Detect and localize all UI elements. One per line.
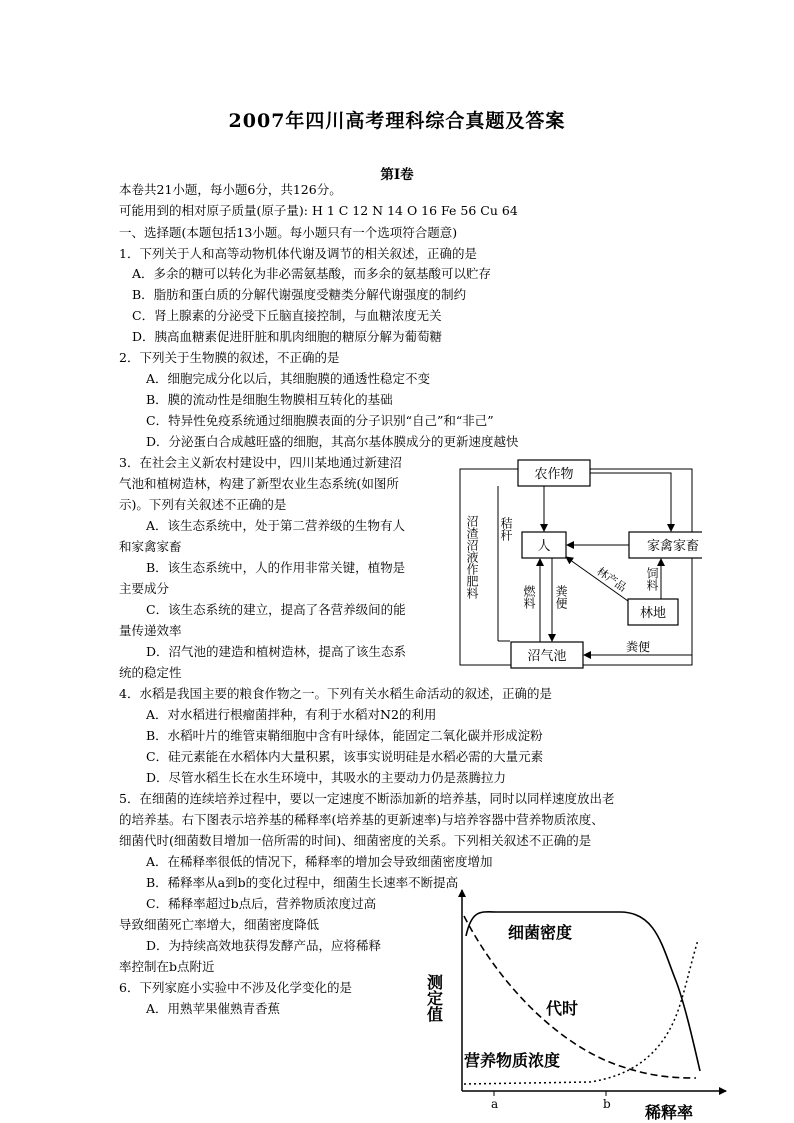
label-nutrient-concentration: 营养物质浓度 (464, 1051, 561, 1070)
q5-option-d: D．为持续高效地获得发酵产品，应将稀释 (146, 938, 382, 953)
q3-stem-2: 气池和植树造林，构建了新型农业生态系统(如图所 (119, 476, 399, 491)
q5-stem-1: 5．在细菌的连续培养过程中，要以一定速度不断添加新的培养基，同时以同样速度放出老 (119, 791, 615, 806)
q2-option-d: D．分泌蛋白合成越旺盛的细胞，其高尔基体膜成分的更新速度越快 (146, 434, 519, 449)
q4-option-a: A．对水稻进行根瘤菌拌种，有利于水稻对N2的利用 (146, 707, 437, 722)
q5-option-b: B．稀释率从a到b的变化过程中，细菌生长速率不断提高 (146, 875, 459, 890)
intro-line-3: 一、选择题(本题包括13小题。每小题只有一个选项符合题意) (119, 225, 458, 240)
q4-stem: 4．水稻是我国主要的粮食作物之一。下列有关水稻生命活动的叙述，正确的是 (119, 686, 552, 701)
q4-option-d: D．尽管水稻生长在水生环境中，其吸水的主要动力仍是蒸腾拉力 (146, 770, 507, 785)
q3-option-b: B．该生态系统中，人的作用非常关键，植物是 (146, 560, 406, 575)
q1-option-d: D．胰高血糖素促进肝脏和肌肉细胞的糖原分解为葡萄糖 (132, 329, 443, 344)
node-crops-label: 农作物 (534, 467, 574, 482)
q5-option-d-cont: 率控制在b点附近 (119, 959, 215, 974)
page-title: 2007年四川高考理科综合真题及答案 (228, 110, 566, 132)
q3-option-c-cont: 量传递效率 (119, 623, 182, 638)
label-forest-products: 林产品 (594, 564, 629, 595)
q4-option-b: B．水稻叶片的维管束鞘细胞中含有叶绿体，能固定二氧化碳并形成淀粉 (146, 728, 543, 743)
node-human-label: 人 (537, 539, 551, 554)
q1-option-a: A．多余的糖可以转化为非必需氨基酸，而多余的氨基酸可以贮存 (132, 266, 492, 281)
q2-option-b: B．膜的流动性是细胞生物膜相互转化的基础 (146, 392, 393, 407)
tick-a: a (491, 1097, 499, 1111)
q3-option-d: D．沼气池的建造和植树造林，提高了该生态系 (146, 644, 407, 659)
node-biogas-label: 沼气池 (527, 649, 567, 664)
label-dung-human: 粪便 (554, 585, 568, 609)
intro-line-1: 本卷共21小题，每小题6分，共126分。 (119, 182, 342, 197)
node-livestock-label: 家禽家畜 (646, 539, 700, 554)
q6-option-a: A．用熟苹果催熟青香蕉 (146, 1001, 281, 1016)
q3-option-d-cont: 统的稳定性 (119, 665, 182, 680)
y-axis-label: 测定值 (424, 974, 444, 1022)
ecosystem-diagram (456, 455, 702, 671)
q3-option-b-cont: 主要成分 (119, 581, 170, 596)
q1-option-b: B．脂肪和蛋白质的分解代谢强度受糖类分解代谢强度的制约 (132, 287, 467, 302)
q3-stem-3: 示)。下列有关叙述不正确的是 (119, 497, 287, 512)
dilution-rate-graph (420, 886, 730, 1122)
q5-option-c-cont: 导致细菌死亡率增大，细菌密度降低 (119, 917, 320, 932)
label-dung-livestock: 粪便 (626, 640, 651, 654)
q3-stem-1: 3．在社会主义新农村建设中，四川某地通过新建沼 (119, 455, 402, 470)
label-bacterial-density: 细菌密度 (508, 923, 573, 942)
q2-option-c: C．特异性免疫系统通过细胞膜表面的分子识别“自己”和“非己” (146, 413, 494, 428)
q5-option-a: A．在稀释率很低的情况下，稀释率的增加会导致细菌密度增加 (146, 854, 493, 869)
q3-option-c: C．该生态系统的建立，提高了各营养级间的能 (146, 602, 406, 617)
label-straw: 秸秆 (499, 517, 513, 541)
q3-option-a: A．该生态系统中，处于第二营养级的生物有人 (146, 518, 406, 533)
label-generation-time: 代时 (546, 999, 579, 1018)
q5-stem-3: 细菌代时(细菌数目增加一倍所需的时间)、细菌密度的关系。下列相关叙述不正确的是 (119, 833, 592, 848)
q2-stem: 2．下列关于生物膜的叙述，不正确的是 (119, 350, 340, 365)
q3-option-a-cont: 和家禽家畜 (119, 539, 182, 554)
node-forest-label: 林地 (639, 606, 667, 621)
label-fuel: 燃料 (522, 585, 536, 609)
q5-option-c: C．稀释率超过b点后，营养物质浓度过高 (146, 896, 377, 911)
curve-bacterial-density (466, 912, 700, 1071)
intro-line-2: 可能用到的相对原子质量(原子量): H 1 C 12 N 14 O 16 Fe 56 Cu 64 (119, 203, 518, 218)
section-heading: 第Ⅰ卷 (380, 167, 414, 183)
q2-option-a: A．细胞完成分化以后，其细胞膜的通透性稳定不变 (146, 371, 431, 386)
tick-b: b (603, 1097, 611, 1111)
x-axis-label: 稀释率 (645, 1103, 694, 1122)
q4-option-c: C．硅元素能在水稻体内大量积累，该事实说明硅是水稻必需的大量元素 (146, 749, 544, 764)
q6-stem: 6．下列家庭小实验中不涉及化学变化的是 (119, 980, 352, 995)
q5-stem-2: 的培养基。右下图表示培养基的稀释率(培养基的更新速率)与培养容器中营养物质浓度、 (119, 812, 604, 827)
q1-stem: 1．下列关于人和高等动物机体代谢及调节的相关叙述，正确的是 (119, 246, 477, 261)
label-residue-fertilizer: 沼渣沼液作肥料 (465, 515, 479, 599)
q1-option-c: C．肾上腺素的分泌受下丘脑直接控制，与血糖浓度无关 (132, 308, 442, 323)
label-feed: 饲料 (645, 567, 659, 591)
